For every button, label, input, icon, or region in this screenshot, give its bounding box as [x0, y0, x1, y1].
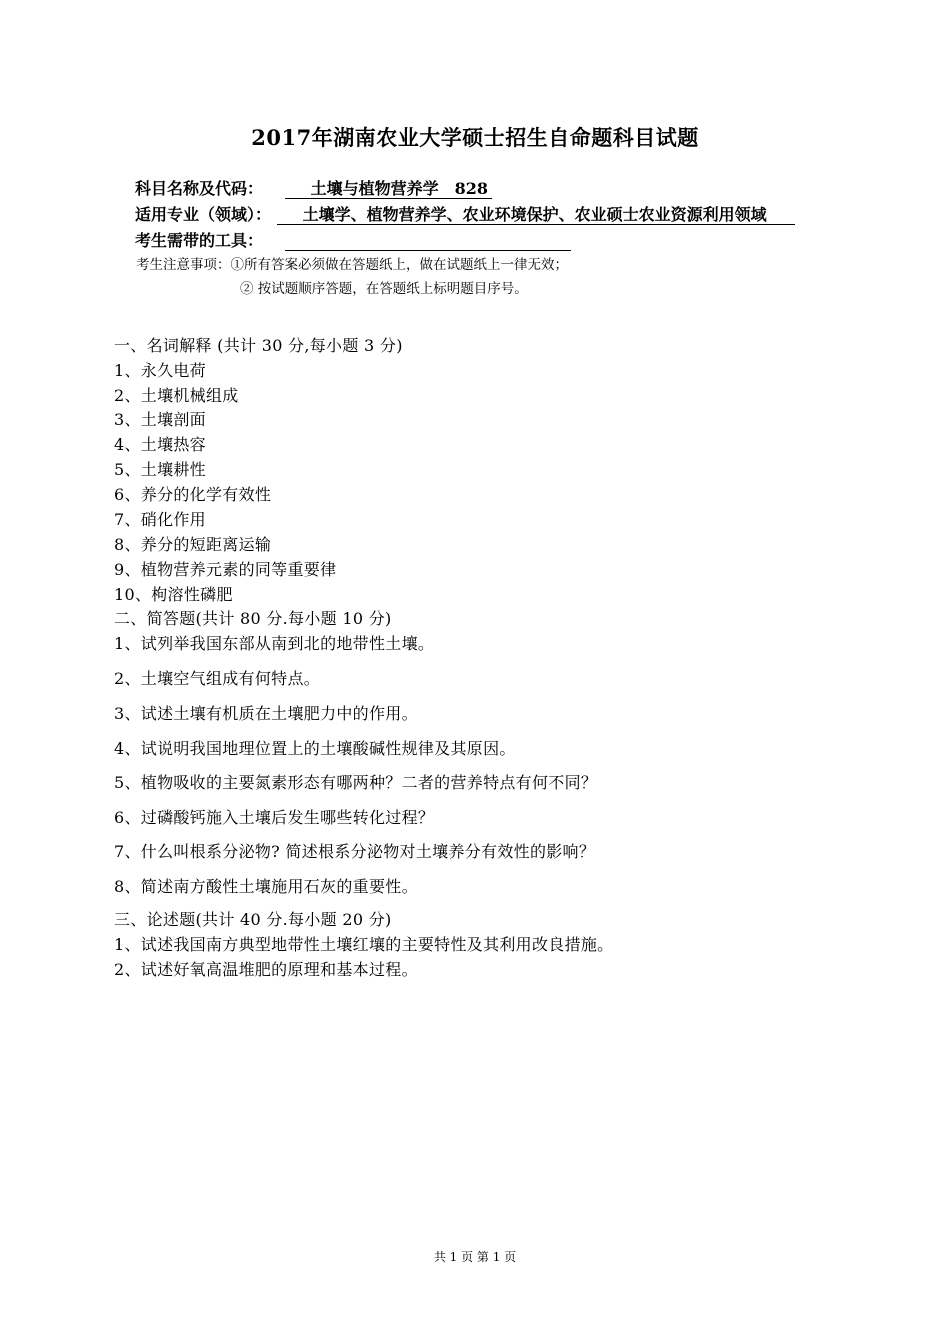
tools-row	[135, 228, 571, 251]
question-item: 5、土壤耕性	[114, 460, 206, 479]
section-heading: 二、简答题(共计 80 分.每小题 10 分)	[114, 609, 392, 628]
section-heading: 一、名词解释 (共计 30 分,每小题 3 分)	[114, 336, 403, 355]
question-item: 2、土壤空气组成有何特点。	[114, 669, 321, 688]
subject-label: 科目名称及代码：	[135, 179, 264, 198]
page-footer: 共 1 页 第 1 页	[433, 1250, 517, 1264]
question-item: 4、试说明我国地理位置上的土壤酸碱性规律及其原因。	[114, 739, 516, 758]
question-item: 3、试述土壤有机质在土壤肥力中的作用。	[114, 704, 418, 723]
section-heading: 三、论述题(共计 40 分.每小题 20 分)	[114, 910, 392, 929]
question-item: 10、枸溶性磷肥	[114, 585, 233, 604]
question-item: 6、过磷酸钙施入土壤后发生哪些转化过程？	[114, 808, 435, 827]
question-item: 5、植物吸收的主要氮素形态有哪两种？二者的营养特点有何不同？	[114, 773, 598, 792]
tools-label: 考生需带的工具：	[135, 231, 264, 250]
tools-value	[285, 234, 571, 251]
exam-title: 2017年湖南农业大学硕士招生自命题科目试题	[251, 125, 699, 150]
question-item: 4、土壤热容	[114, 435, 206, 454]
question-item: 8、养分的短距离运输	[114, 535, 272, 554]
subject-row	[135, 176, 492, 199]
question-item: 6、养分的化学有效性	[114, 485, 272, 504]
notice-line-2: ② 按试题顺序答题，在答题纸上标明题目序号。	[240, 281, 528, 297]
major-label: 适用专业（领域）：	[135, 205, 272, 224]
question-item: 7、什么叫根系分泌物? 简述根系分泌物对土壤养分有效性的影响？	[114, 842, 596, 861]
question-item: 8、简述南方酸性土壤施用石灰的重要性。	[114, 877, 418, 896]
question-item: 7、硝化作用	[114, 510, 206, 529]
question-item: 1、试列举我国东部从南到北的地带性土壤。	[114, 634, 435, 653]
question-item: 2、试述好氧高温堆肥的原理和基本过程。	[114, 960, 418, 979]
notice-line-1: 考生注意事项：①所有答案必须做在答题纸上，做在试题纸上一律无效；	[136, 257, 568, 273]
question-item: 3、土壤剖面	[114, 410, 206, 429]
major-row	[135, 202, 795, 225]
question-item: 9、植物营养元素的同等重要律	[114, 560, 337, 579]
major-value: 土壤学、植物营养学、农业环境保护、农业硕士农业资源利用领域	[277, 206, 795, 225]
question-item: 1、试述我国南方典型地带性土壤红壤的主要特性及其利用改良措施。	[114, 935, 614, 954]
question-item: 2、土壤机械组成	[114, 386, 239, 405]
subject-value: 土壤与植物营养学 828	[285, 180, 492, 199]
question-item: 1、永久电荷	[114, 361, 206, 380]
